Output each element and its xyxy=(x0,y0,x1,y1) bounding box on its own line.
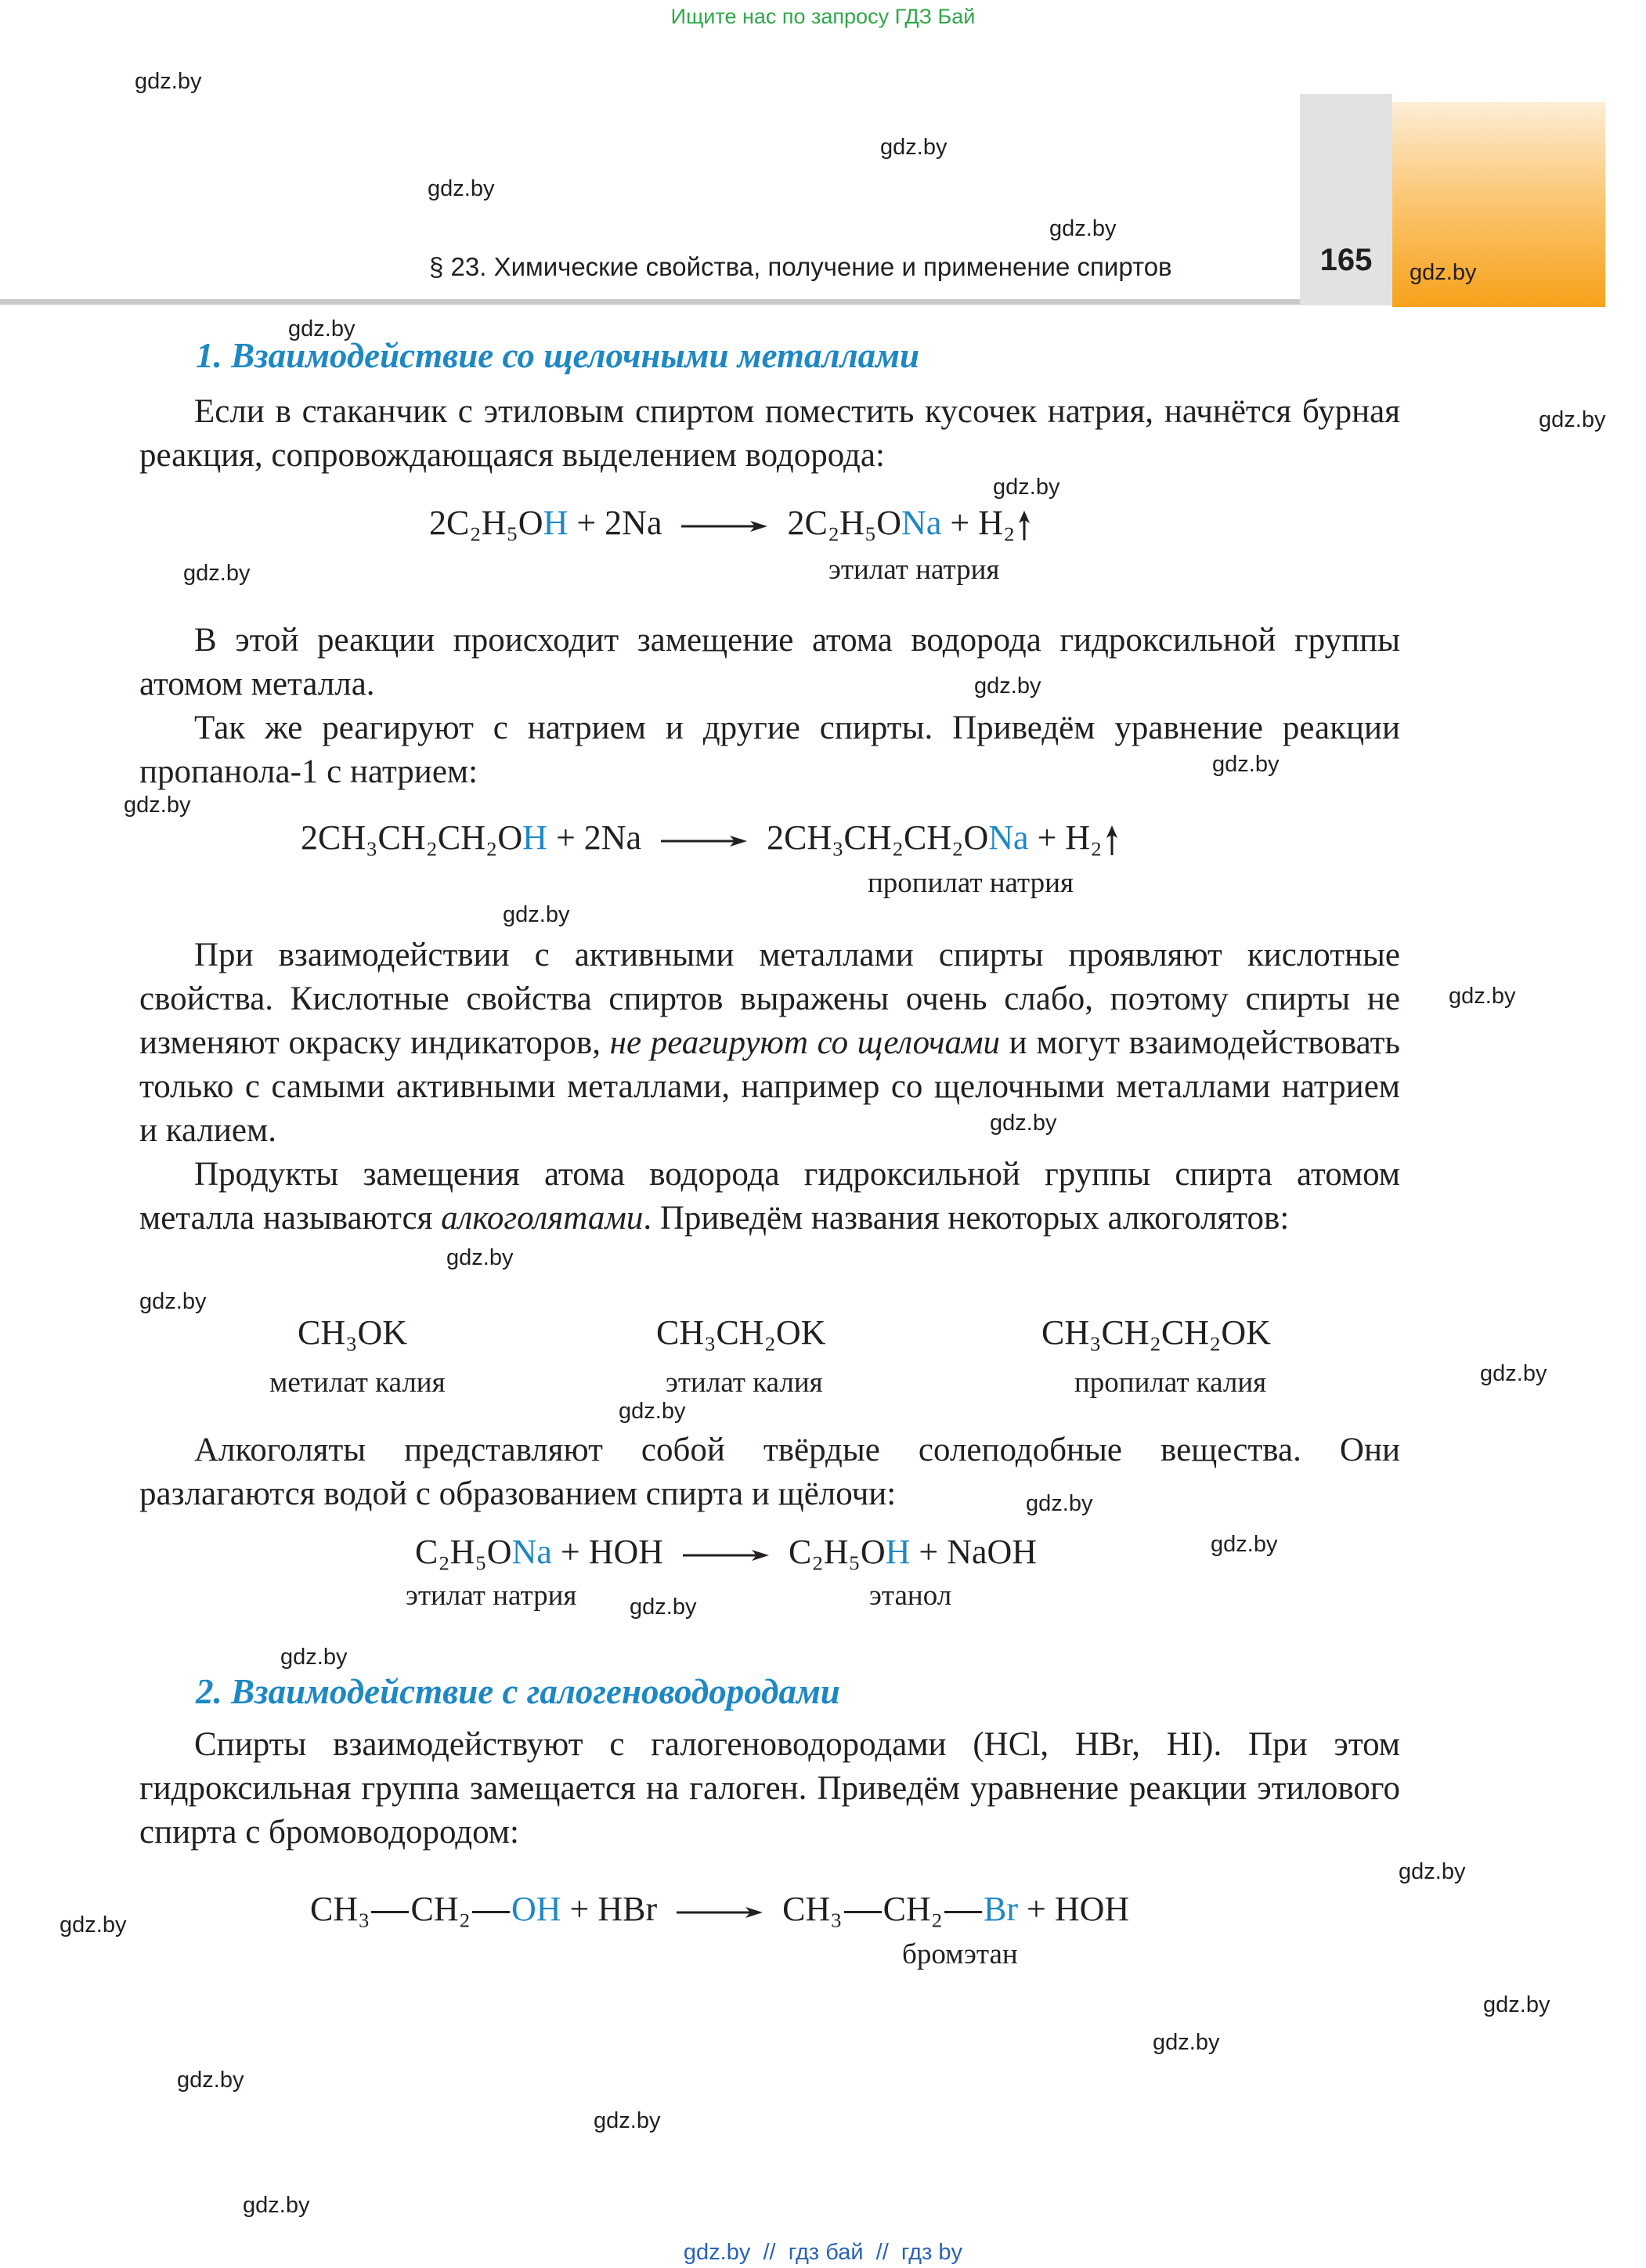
watermark: gdz.by xyxy=(880,135,948,160)
watermark: gdz.by xyxy=(594,2108,661,2133)
equation-ethanol-sodium: 2C₂H₅OH + 2Na 2C₂H₅ONa + H₂ xyxy=(429,503,1032,543)
watermark: gdz.by xyxy=(183,561,251,586)
product-label: пропилат натрия xyxy=(868,867,1074,899)
paragraph: При взаимодействии с активными металлами спирты проявляют кислотные свойства. Кислотные свойства спиртов выражены очень слабо, поэтому спирты не изменяют окраску индикаторов, не реагируют со щелочами и могут взаимодействовать только с самыми активными металлами, например со щелочными металлами натрием и калием. xyxy=(139,937,1401,1149)
equation-propanol-sodium: 2CH₃CH₂CH₂OH + 2Na 2CH₃CH₂CH₂ONa + H₂ xyxy=(301,818,1120,858)
bond-line xyxy=(944,1911,982,1913)
gas-evolution-arrow-icon xyxy=(1016,511,1032,542)
product-label: этилат натрия xyxy=(828,554,1000,586)
watermark: gdz.by xyxy=(1026,1491,1093,1516)
reaction-arrow-icon xyxy=(661,833,747,849)
gas-evolution-arrow-icon xyxy=(1104,825,1120,857)
equation-ethanol-hbr: CH₃ CH₂ OH + HBr CH₃ CH₂ Br + HOH xyxy=(310,1890,1130,1928)
alkoxide-name: этилат калия xyxy=(666,1367,823,1399)
alkoxide-formula: CH₃CH₂OK xyxy=(656,1313,826,1352)
alkoxide-formula: CH₃CH₂CH₂OK xyxy=(1041,1313,1271,1352)
page-number: 165 xyxy=(1319,243,1373,277)
watermark: gdz.by xyxy=(177,2068,244,2093)
watermark: gdz.by xyxy=(428,176,495,201)
watermark: gdz.by xyxy=(60,1912,127,1938)
watermark: gdz.by xyxy=(446,1245,514,1270)
paragraph: Если в стаканчик с этиловым спиртом поместить кусочек натрия, начнётся бурная реакция, сопровождающаяся выделением водорода: xyxy=(139,393,1400,474)
watermark: gdz.by xyxy=(1212,752,1280,777)
watermark: gdz.by xyxy=(243,2193,310,2218)
bond-line xyxy=(371,1911,409,1913)
product-label: этанол xyxy=(869,1580,952,1612)
alkoxide-name: метилат калия xyxy=(269,1367,446,1399)
header-rule xyxy=(0,299,1300,305)
reaction-arrow-icon xyxy=(683,1548,769,1563)
watermark: gdz.by xyxy=(1153,2030,1220,2055)
watermark: gdz.by xyxy=(503,902,570,927)
section-heading: 2. Взаимодействие с галогеноводородами xyxy=(196,1672,840,1711)
bond-line xyxy=(472,1911,510,1913)
equation-hydrolysis: C₂H₅ONa + HOH C₂H₅OH + NaOH xyxy=(415,1533,1038,1571)
watermark: gdz.by xyxy=(124,793,191,818)
watermark: gdz.by xyxy=(288,316,356,341)
paragraph: Так же реагируют с натрием и другие спирты. Приведём уравнение реакции пропанола-1 с натрием: xyxy=(139,710,1400,790)
watermark: gdz.by xyxy=(619,1399,686,1424)
watermark: gdz.by xyxy=(1449,984,1516,1009)
watermark: gdz.by xyxy=(1211,1532,1278,1557)
watermark: gdz.by xyxy=(280,1645,348,1670)
watermark: gdz.by xyxy=(1539,407,1606,432)
footer-links[interactable]: gdz.by // гдз бай // гдз by xyxy=(683,2240,963,2265)
watermark: gdz.by xyxy=(1399,1859,1466,1884)
paragraph: В этой реакции происходит замещение атома водорода гидроксильной группы атомом металла. xyxy=(139,622,1400,702)
product-label: бромэтан xyxy=(902,1938,1018,1970)
watermark: gdz.by xyxy=(974,674,1041,699)
paragraph: Продукты замещения атома водорода гидроксильной группы спирта атомом металла называются алкоголятами. Приведём названия некоторых алкоголятов: xyxy=(139,1156,1400,1237)
reaction-arrow-icon xyxy=(681,518,767,534)
reaction-arrow-icon xyxy=(677,1905,763,1920)
paragraph: Алкоголяты представляют собой твёрдые солеподобные вещества. Они разлагаются водой с образованием спирта и щёлочи: xyxy=(139,1432,1400,1512)
watermark: gdz.by xyxy=(1049,216,1117,241)
alkoxide-formula: CH₃OK xyxy=(298,1313,408,1352)
running-title: § 23. Химические свойства, получение и применение спиртов xyxy=(429,252,1172,281)
reactant-label: этилат натрия xyxy=(406,1580,577,1612)
watermark: gdz.by xyxy=(993,475,1060,500)
watermark: gdz.by xyxy=(990,1111,1057,1136)
alkoxide-name: пропилат калия xyxy=(1074,1367,1267,1399)
watermark: gdz.by xyxy=(139,1289,207,1314)
paragraph: Спирты взаимодействуют с галогеноводородами (HCl, HBr, HI). При этом гидроксильная группа замещается на галоген. Приведём уравнение реакции этилового спирта с бромоводородом: xyxy=(139,1726,1400,1851)
watermark: gdz.by xyxy=(630,1594,697,1620)
watermark: gdz.by xyxy=(1410,260,1477,285)
watermark: gdz.by xyxy=(1480,1361,1547,1386)
section-heading: 1. Взаимодействие со щелочными металлами xyxy=(196,336,920,375)
top-banner: Ищите нас по запросу ГДЗ Бай xyxy=(670,5,976,28)
watermark: gdz.by xyxy=(1483,1992,1550,2017)
watermark: gdz.by xyxy=(135,69,202,94)
bond-line xyxy=(844,1911,882,1913)
